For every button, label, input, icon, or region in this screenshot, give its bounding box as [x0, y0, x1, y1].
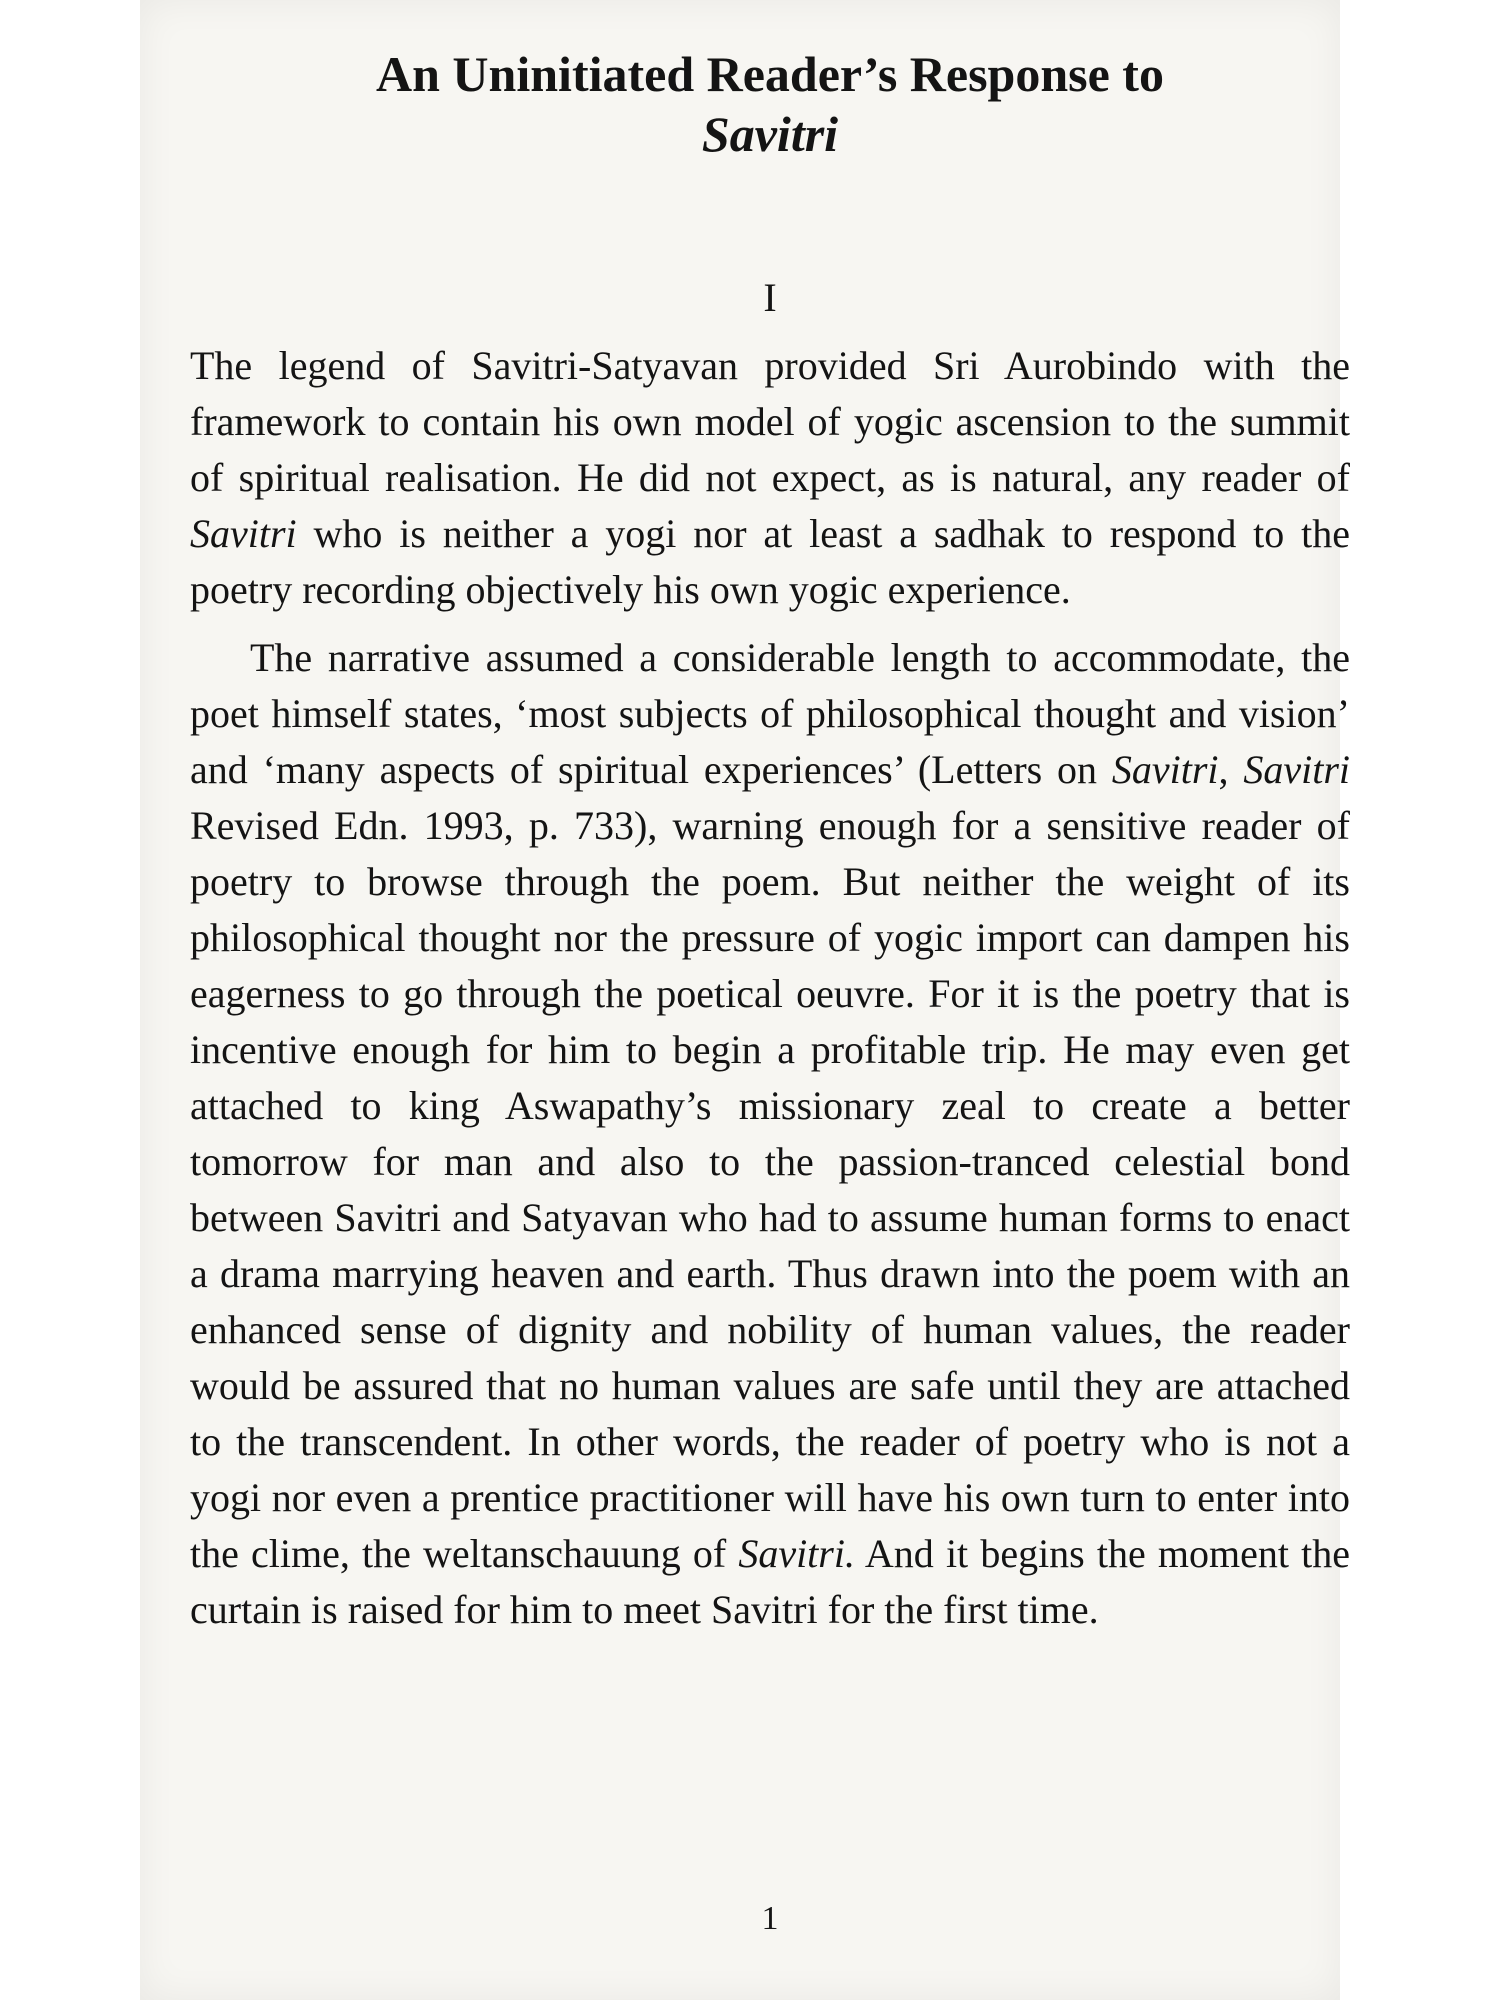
italic-title-text: Savitri — [190, 511, 297, 556]
section-number: I — [763, 275, 777, 320]
paragraph-text: , — [1218, 747, 1244, 792]
paragraph — [190, 630, 1350, 1638]
page-number: 1 — [761, 1900, 779, 1937]
paragraph — [190, 338, 1350, 618]
paragraph-text: Revised Edn. 1993, p. 733), warning enough for a sensitive reader of poetry to browse through the poem. But neither the weight of its philosophical thought nor the pressure of yogic import can dampen his eagerness to go through the poetical oeuvre. For it is the poetry that is incentive enough for him to begin a profitable trip. He may even get attached to king Aswapathy’s missionary zeal to create a better tomorrow for man and also to the passion-tranced celestial bond between Savitri and Satyavan who had to assume human forms to enact a drama marrying heaven and earth. Thus drawn into the poem with an enhanced sense of dignity and nobility of human values, the reader would be assured that no human values are safe until they are attached to the transcendent. In other words, the reader of poetry who is not a yogi nor even a prentice practitioner will have his own turn to enter into the clime, the weltanschauung of — [190, 803, 1350, 1576]
italic-title-text: Savitri — [1243, 747, 1351, 792]
paragraph-text: The narrative assumed a considerable length to accommodate, the poet himself states, ‘most subjects of philosophical thought and vision’ and ‘many aspects of spiritual experiences’ (Letters on — [190, 635, 1350, 792]
chapter-title — [190, 44, 1350, 164]
chapter-title-line: An Uninitiated Reader’s Response to — [376, 46, 1164, 102]
italic-title-text: Savitri. — [738, 1531, 855, 1576]
paragraph-text: who is neither a yogi nor at least a sadhak to respond to the poetry recording objectively his own yogic experience. — [190, 511, 1350, 612]
paragraph-text: The legend of Savitri-Satyavan provided Sri Aurobindo with the framework to contain his own model of yogic ascension to the summit of spiritual realisation. He did not expect, as is natural, any reader of — [190, 343, 1350, 500]
paragraph-text: And it begins the moment the curtain is raised for him to meet Savitri for the first time. — [190, 1531, 1350, 1632]
body-text — [190, 338, 1350, 1638]
chapter-title-italic: Savitri — [701, 106, 839, 162]
italic-title-text: Savitri — [1111, 747, 1219, 792]
